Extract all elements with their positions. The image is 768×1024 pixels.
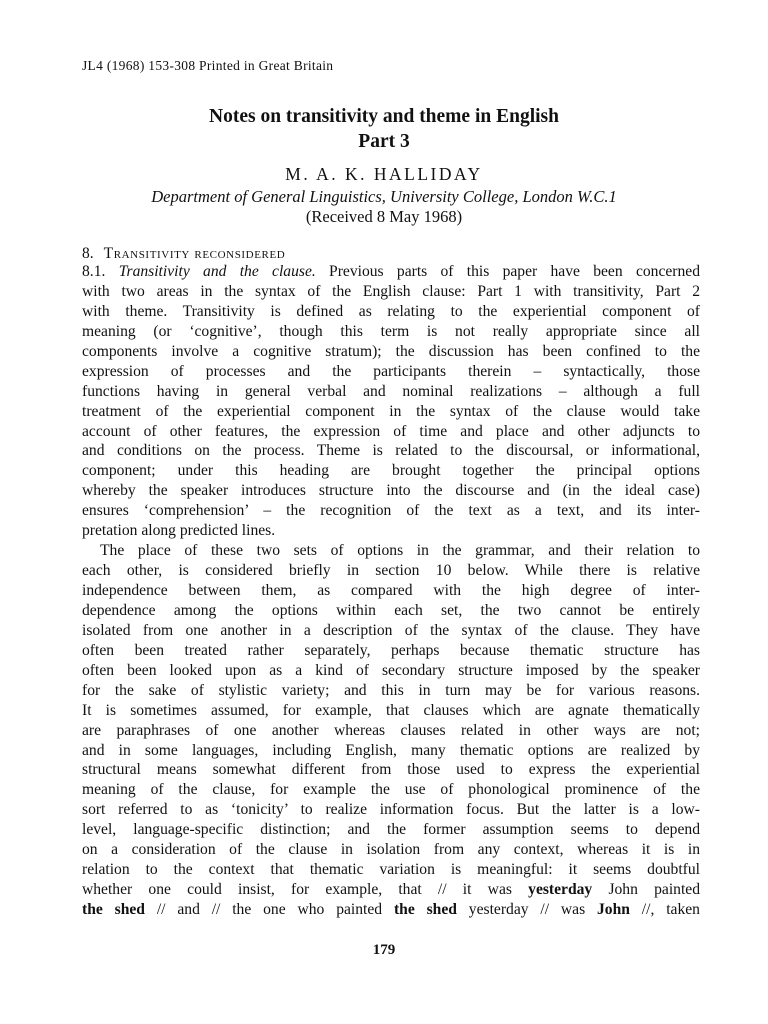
article-title xyxy=(0,104,768,154)
journal-reference: JL4 (1968) 153-308 Printed in Great Britain xyxy=(82,58,334,73)
body-line: with two areas in the syntax of the English clause: Part 1 with transitivity, Part 2 xyxy=(82,282,700,300)
author-affiliation: Department of General Linguistics, University College, London W.C.1 xyxy=(151,187,617,206)
body-text: //, taken xyxy=(629,901,700,918)
body-line: often been looked upon as a kind of secondary structure imposed by the speaker xyxy=(82,661,700,679)
body-line: ensures ‘comprehension’ – the recognition of the text as a text, and its inter- xyxy=(82,502,700,520)
article-title-part: Part 3 xyxy=(358,131,410,152)
body-line xyxy=(82,900,700,920)
section-number: 8. xyxy=(82,245,94,262)
subsection-title: Transitivity and the clause. xyxy=(118,263,316,280)
body-line xyxy=(82,880,700,900)
body-text: whether one could insist, for example, that // it was xyxy=(82,881,529,899)
body-line: meaning (or ‘cognitive’, though this term is not really appropriate since all xyxy=(82,322,700,340)
body-line: on a consideration of the clause in isolation from any context, whereas it is in xyxy=(82,841,700,859)
received-date: (Received 8 May 1968) xyxy=(305,207,463,226)
subsection-number: 8.1. xyxy=(82,263,106,280)
body-line: dependence among the options within each set, the two cannot be entirely xyxy=(82,601,700,619)
article-title-line1: Notes on transitivity and theme in English xyxy=(209,106,559,127)
body-text: John painted xyxy=(592,881,701,899)
body-line: whereby the speaker introduces structure into the discourse and (in the ideal case) xyxy=(82,482,700,500)
body-line: components involve a cognitive stratum); the discussion has been confined to the xyxy=(82,342,700,360)
body-line: level, language-specific distinction; and the former assumption seems to depend xyxy=(82,821,700,839)
body-line: account of other features, the expression of time and place and other adjuncts to xyxy=(82,422,700,440)
body-line: expression of processes and the participants therein – syntactically, those xyxy=(82,362,700,380)
emphasized-word: John xyxy=(597,901,630,918)
body-line: are paraphrases of one another whereas clauses related in other ways are not; xyxy=(82,721,700,739)
body-line: component; under this heading are brought together the principal options xyxy=(82,462,700,480)
page-number: 179 xyxy=(372,942,396,958)
body-line: for the sake of stylistic variety; and this in turn may be for various reasons. xyxy=(82,681,700,699)
body-line: and conditions on the process. Theme is related to the discoursal, or informational, xyxy=(82,442,700,460)
author-name: M. A. K. HALLIDAY xyxy=(285,164,483,184)
body-line: functions having in general verbal and nominal realizations – although a full xyxy=(82,382,700,400)
body-line: pretation along predicted lines. xyxy=(82,522,276,540)
emphasized-word: the shed xyxy=(393,901,457,918)
body-line: often been treated rather separately, perhaps because thematic structure has xyxy=(82,641,700,659)
body-line xyxy=(82,262,700,282)
body-line: It is sometimes assumed, for example, that clauses which are agnate thematically xyxy=(82,701,700,719)
body-line: structural means somewhat different from those used to express the experiential xyxy=(82,761,700,779)
body-line: each other, is considered briefly in section 10 below. While there is relative xyxy=(82,562,700,580)
body-line: sort referred to as ‘tonicity’ to realize information focus. But the latter is a low- xyxy=(82,801,700,819)
emphasized-word: yesterday xyxy=(528,881,593,899)
body-line: with theme. Transitivity is defined as relating to the experiential component of xyxy=(82,302,700,320)
body-line: relation to the context that thematic variation is meaningful: it seems doubtful xyxy=(82,861,700,879)
article-body xyxy=(82,262,700,920)
section-heading xyxy=(82,245,285,263)
body-line: and in some languages, including English, many thematic options are realized by xyxy=(82,741,700,759)
body-text: yesterday // was xyxy=(456,901,597,918)
body-line: The place of these two sets of options in the grammar, and their relation to xyxy=(100,542,700,560)
body-line: meaning of the clause, for example the use of phonological prominence of the xyxy=(82,781,700,799)
emphasized-word: the shed xyxy=(82,901,145,918)
body-line: isolated from one another in a description of the syntax of the clause. They have xyxy=(82,621,700,639)
body-line: treatment of the experiential component in the syntax of the clause would take xyxy=(82,402,700,420)
body-text: Previous parts of this paper have been concerned xyxy=(315,263,701,280)
body-line: independence between them, as compared with the high degree of inter- xyxy=(82,582,700,599)
body-text: // and // the one who painted xyxy=(144,901,394,918)
section-title: Transitivity reconsidered xyxy=(103,245,286,262)
